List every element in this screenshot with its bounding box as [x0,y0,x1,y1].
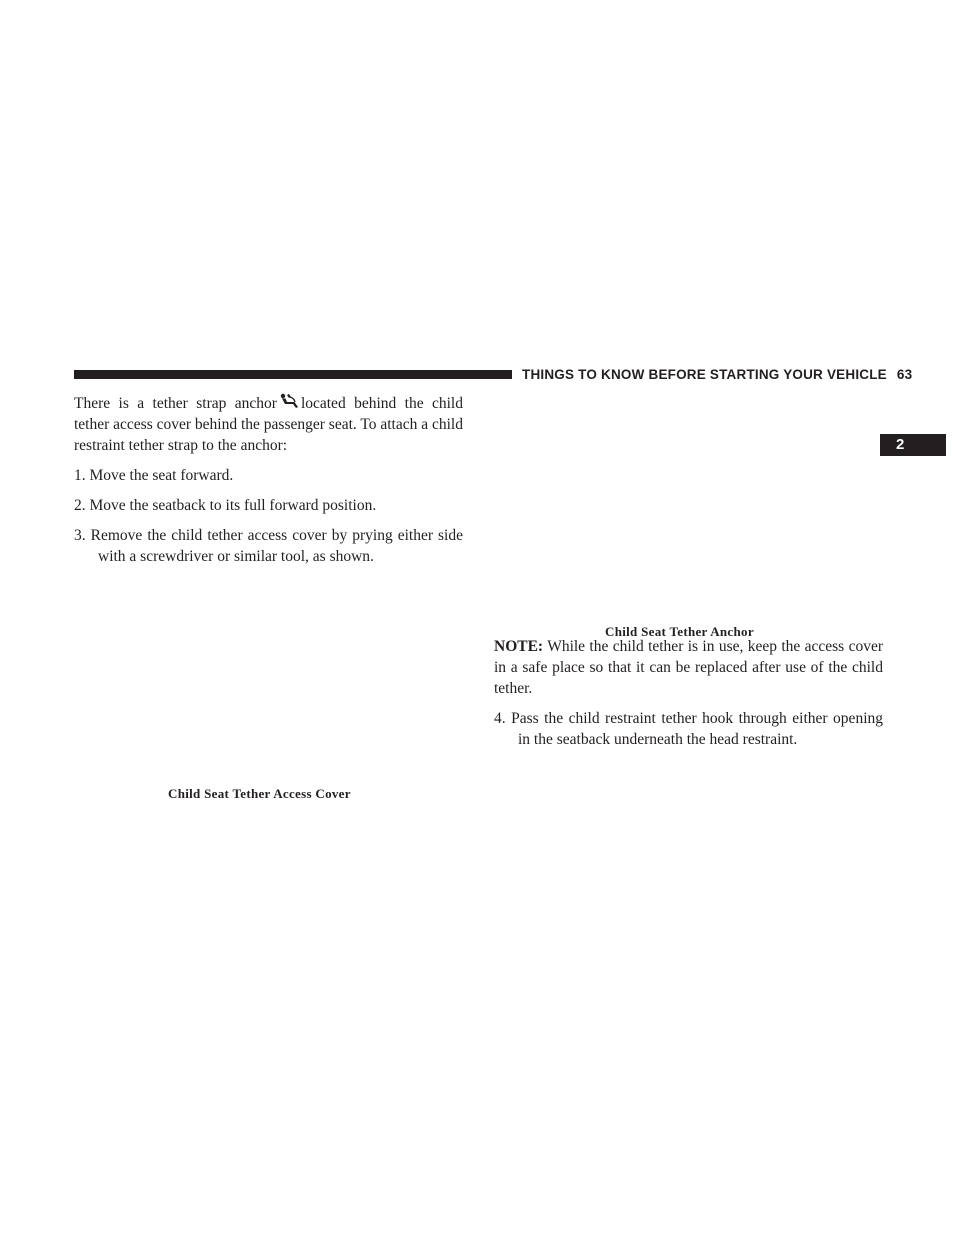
header-rule [74,370,512,379]
left-column [74,393,463,576]
tether-anchor-icon [278,393,300,409]
figure-caption-tether-anchor: Child Seat Tether Anchor [605,624,754,639]
step-3: 3. Remove the child tether access cover by prying either side with a screwdriver or similar tool, as shown. [74,527,463,565]
running-header [522,367,912,383]
figure-caption-access-cover: Child Seat Tether Access Cover [168,786,351,801]
step-4: 4. Pass the child restraint tether hook through either opening in the seatback underneath the head restraint. [494,710,883,748]
intro-text-after: located behind the child tether access cover behind the passenger seat. To attach a child restraint tether strap to the anchor: [74,395,463,454]
note-label: NOTE: [494,638,544,655]
step-1: 1. Move the seat forward. [74,467,234,484]
right-column [494,636,883,759]
intro-paragraph [74,393,463,456]
header-title-text: THINGS TO KNOW BEFORE STARTING YOUR VEHICLE [522,367,887,382]
chapter-tab: 2 [880,434,946,456]
page-number: 63 [896,367,913,382]
note-text: While the child tether is in use, keep the access cover in a safe place so that it can be replaced after use of the child tether. [494,638,883,697]
note-paragraph [494,636,883,699]
step-2: 2. Move the seatback to its full forward position. [74,497,377,514]
intro-text-before: There is a tether strap anchor [74,395,277,412]
